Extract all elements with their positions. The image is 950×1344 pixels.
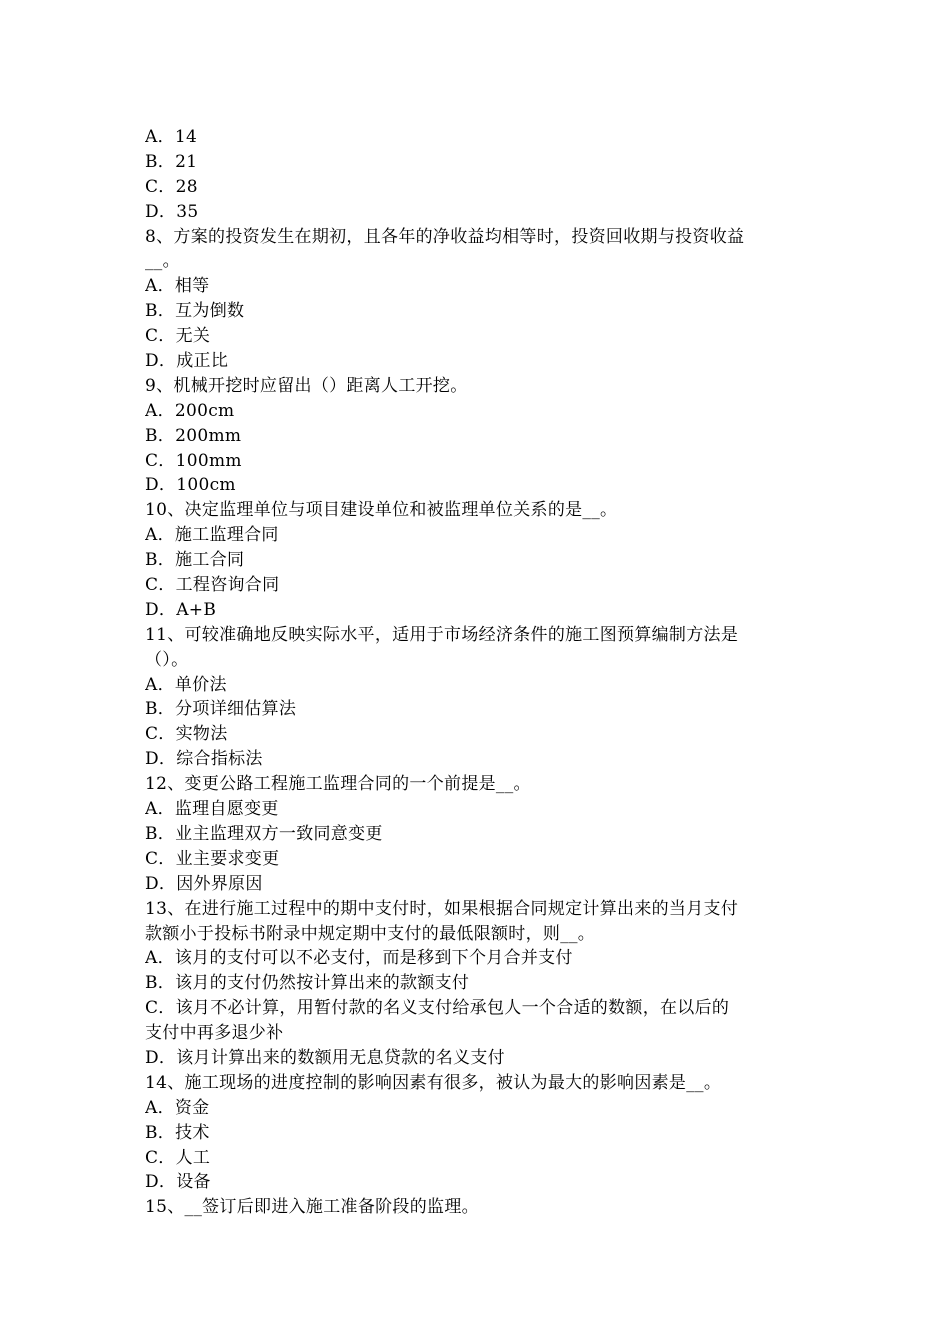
option-line: A．单价法 (145, 674, 227, 695)
option-line: A．相等 (145, 276, 210, 297)
question-15-stem: 15、__签订后即进入施工准备阶段的监理。 (145, 1197, 479, 1218)
option-line: D．A+B (145, 599, 217, 620)
option-line: A．该月的支付可以不必支付，而是移到下个月合并支付 (145, 948, 573, 969)
option-line: D．因外界原因 (145, 873, 263, 894)
option-line: B．21 (145, 151, 198, 172)
option-line: C．实物法 (145, 724, 228, 745)
option-line: C．100mm (145, 450, 242, 471)
option-line: D．设备 (145, 1172, 211, 1193)
question-10-stem: 10、决定监理单位与项目建设单位和被监理单位关系的是__。 (145, 500, 618, 521)
option-line: B．该月的支付仍然按计算出来的款额支付 (145, 973, 470, 994)
option-line: B．技术 (145, 1122, 210, 1143)
option-line: D．综合指标法 (145, 749, 263, 770)
option-line: A．资金 (145, 1097, 210, 1118)
question-11-stem-continued: （）。 (145, 649, 189, 670)
option-line: C．无关 (145, 326, 211, 347)
option-line: D．100cm (145, 475, 236, 496)
question-8-stem-continued: __。 (145, 251, 180, 272)
option-line: D．35 (145, 201, 199, 222)
option-line: C．业主要求变更 (145, 848, 280, 869)
option-line: B．分项详细估算法 (145, 699, 297, 720)
option-line: D．该月计算出来的数额用无息贷款的名义支付 (145, 1047, 505, 1068)
option-line: D．成正比 (145, 351, 229, 372)
question-14-stem: 14、施工现场的进度控制的影响因素有很多，被认为最大的影响因素是__。 (145, 1072, 722, 1093)
option-line: B．互为倒数 (145, 301, 245, 322)
option-line: A．200cm (145, 400, 235, 421)
option-line: A．施工监理合同 (145, 525, 279, 546)
question-8-stem: 8、方案的投资发生在期初，且各年的净收益均相等时，投资回收期与投资收益 (145, 226, 745, 247)
question-11-stem: 11、可较准确地反映实际水平，适用于市场经济条件的施工图预算编制方法是 (145, 624, 739, 645)
option-line: B．200mm (145, 425, 242, 446)
option-line: B．业主监理双方一致同意变更 (145, 823, 383, 844)
option-line: A．14 (145, 127, 198, 147)
option-line: B．施工合同 (145, 550, 245, 571)
option-line: A．监理自愿变更 (145, 799, 279, 820)
option-line: C．该月不必计算，用暂付款的名义支付给承包人一个合适的数额，在以后的 (145, 998, 730, 1019)
option-line-continued: 支付中再多退少补 (145, 1023, 284, 1044)
option-line: C．28 (145, 176, 198, 197)
question-13-stem: 13、在进行施工过程中的期中支付时，如果根据合同规定计算出来的当月支付 (145, 898, 739, 919)
question-13-stem-continued: 款额小于投标书附录中规定期中支付的最低限额时，则__。 (145, 923, 596, 944)
document-page (145, 125, 810, 1220)
option-line: C．工程咨询合同 (145, 575, 280, 596)
question-12-stem: 12、变更公路工程施工监理合同的一个前提是__。 (145, 774, 531, 795)
question-9-stem: 9、机械开挖时应留出（）距离人工开挖。 (145, 375, 468, 396)
option-line: C．人工 (145, 1147, 211, 1168)
